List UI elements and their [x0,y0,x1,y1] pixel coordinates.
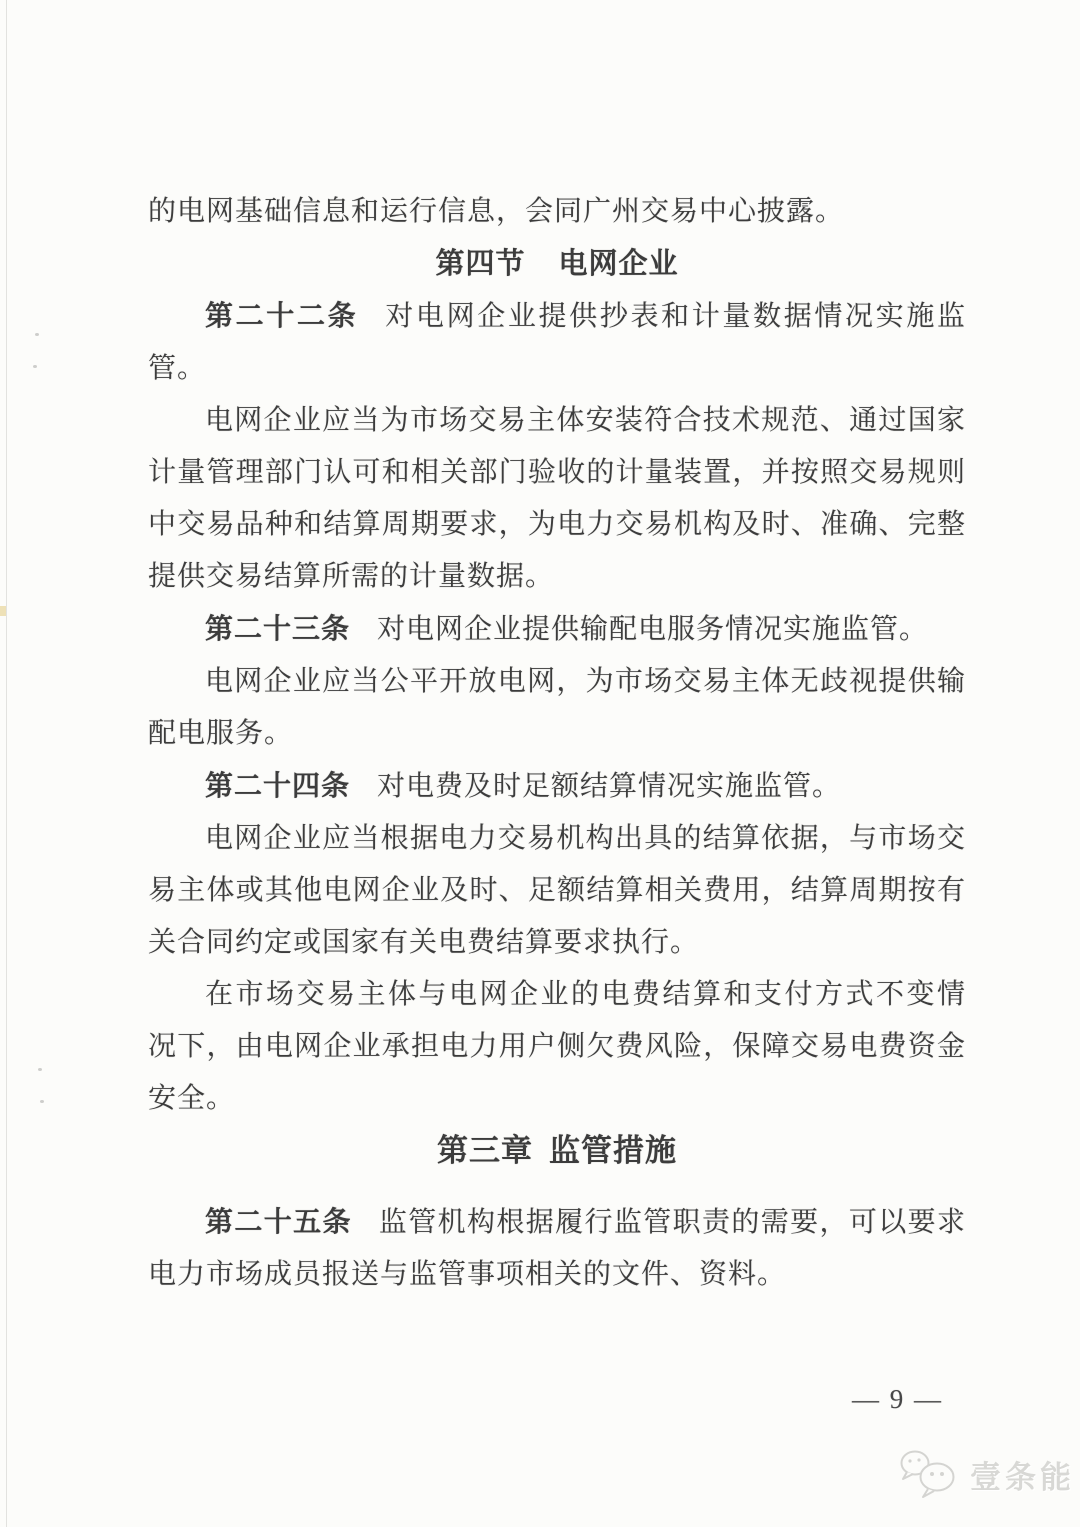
scan-speck [38,1068,42,1071]
scan-speck [35,333,39,336]
scan-edge-line [6,0,7,1527]
article-number: 第四节 [435,248,526,280]
text-line: 况下，由电网企业承担电力用户侧欠费风险，保障交易电费资金 [148,1031,966,1062]
watermark [898,1448,1075,1500]
text-line: 的电网基础信息和运行信息，会同广州交易中心披露。 [148,196,845,227]
line-text: 电网企业 [558,248,679,280]
text-line [148,603,966,656]
article-number: 第二十三条 [205,613,351,644]
text-line: 配电服务。 [148,718,294,749]
text-line: 电力市场成员报送与监管事项相关的文件、资料。 [148,1259,787,1290]
text-line [148,1196,966,1249]
text-line: 计量管理部门认可和相关部门验收的计量装置，并按照交易规则 [148,457,966,488]
text-line: 中交易品种和结算周期要求，为电力交易机构及时、准确、完整 [148,509,966,540]
text-line: 电网企业应当公平开放电网，为市场交易主体无歧视提供输 [205,666,966,697]
text-line: 电网企业应当根据电力交易机构出具的结算依据，与市场交 [205,823,966,854]
line-text: 监管措施 [549,1133,677,1168]
line-text: 对电网企业提供抄表和计量数据情况实施监 [385,301,966,332]
text-line: 电网企业应当为市场交易主体安装符合技术规范、通过国家 [205,405,966,436]
line-text: 对电网企业提供输配电服务情况实施监管。 [377,614,929,645]
text-line: 在市场交易主体与电网企业的电费结算和支付方式不变情 [205,979,966,1010]
article-number: 第二十五条 [205,1206,352,1237]
document-lines [148,186,966,1301]
watermark-text: 壹条能 [970,1459,1075,1495]
text-line: 易主体或其他电网企业及时、足额结算相关费用，结算周期按有 [148,875,966,906]
text-line: 关合同约定或国家有关电费结算要求执行。 [148,927,700,958]
section-heading [148,238,966,290]
scan-stain [0,606,6,616]
line-text: 对电费及时足额结算情况实施监管。 [377,771,842,802]
text-line: 安全。 [148,1083,236,1114]
wechat-bubbles-icon [898,1448,962,1500]
text-line [148,290,966,343]
text-line: 管。 [148,353,207,384]
scan-speck [40,1100,44,1103]
scan-speck [33,365,37,368]
article-number: 第三章 [437,1133,533,1168]
text-line: 提供交易结算所需的计量数据。 [148,561,555,592]
article-number: 第二十四条 [205,770,351,801]
article-number: 第二十二条 [205,300,359,331]
text-line [148,760,966,813]
chapter-heading [148,1125,966,1177]
page-number: — 9 — [852,1384,943,1414]
line-text: 监管机构根据履行监管职责的需要，可以要求 [378,1207,966,1238]
